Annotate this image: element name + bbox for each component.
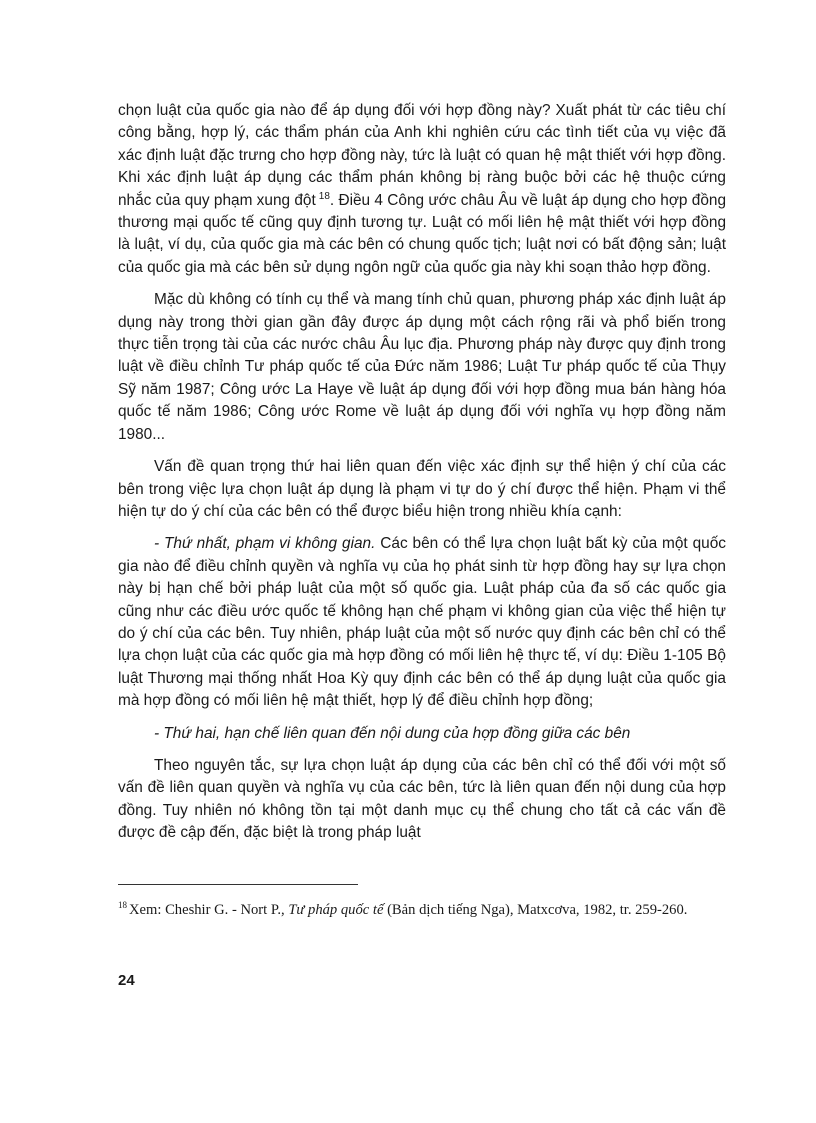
footnote-reference: 18 [318,190,330,202]
footnote [118,900,726,921]
paragraph-4-lead: - Thứ nhất, phạm vi không gian. [154,535,376,553]
body-text [118,100,726,855]
paragraph-4 [118,533,726,712]
paragraph-5 [118,723,726,745]
paragraph-4-text: Các bên có thể lựa chọn luật bất kỳ của một quốc gia nào để điều chỉnh quyền và nghĩa vụ của họ phát sinh từ hợp đồng hay sự lựa chọn này bị hạn chế bởi pháp luật của một số quốc gia. Luật pháp của đa số các quốc gia cũng như các điều ước quốc tế không hạn chế phạm vi không gian của việc thể hiện tự do ý chí của các bên. Tuy nhiên, pháp luật của một số nước quy định các bên chỉ có thể lựa chọn luật của các quốc gia mà hợp đồng có mối liên hệ thực tế, ví dụ: Điều 1-105 Bộ luật Thương mại thống nhất Hoa Kỳ quy định các bên có thể áp dụng luật của quốc gia mà hợp đồng có mối liên hệ mật thiết, hợp lý để điều chỉnh hợp đồng; [118,535,726,710]
paragraph-3: Vấn đề quan trọng thứ hai liên quan đến việc xác định sự thể hiện ý chí của các bên trong việc lựa chọn luật áp dụng là phạm vi tự do ý chí được thể hiện. Phạm vi thể hiện tự do ý chí của các bên có thể được biểu hiện trong nhiều khía cạnh: [118,458,726,520]
footnote-suffix: (Bản dịch tiếng Nga), Matxcơva, 1982, tr. 259-260. [383,902,688,918]
paragraph-1-text: chọn luật của quốc gia nào để áp dụng đối với hợp đồng này? Xuất phát từ các tiêu chí công bằng, hợp lý, các thẩm phán của Anh khi nghiên cứu các tình tiết của vụ việc đã xác định luật đặc trưng cho hợp đồng này, tức là luật có quan hệ mật thiết với hợp đồng. Khi xác định luật áp dụng các thẩm phán không bị ràng buộc bởi các hệ thuộc cứng nhắc của quy phạm xung đột [118,102,726,209]
page-number: 24 [118,972,135,989]
paragraph-5-lead: - Thứ hai, hạn chế liên quan đến nội dung của hợp đồng giữa các bên [154,724,631,742]
footnote-mark: 18 [118,900,127,911]
paragraph-1-tail: . Điều 4 Công ước châu Âu về luật áp dụng cho hợp đồng thương mại quốc tế cũng quy định tương tự. Luật có mối liên hệ mật thiết với hợp đồng là luật, ví dụ, của quốc gia mà các bên có chung quốc tịch; luật nơi có bất động sản; luật của quốc gia mà các bên sử dụng ngôn ngữ của quốc gia này khi soạn thảo hợp đồng. [118,191,727,276]
paragraph-2: Mặc dù không có tính cụ thể và mang tính chủ quan, phương pháp xác định luật áp dụng này trong thời gian gần đây được áp dụng một cách rộng rãi và phổ biến trong thực tiễn trọng tài của các nước châu Âu lục địa. Phương pháp này được quy định trong luật về điều chỉnh Tư pháp quốc tế của Đức năm 1986; Luật Tư pháp quốc tế của Thụy Sỹ năm 1987; Công ước La Haye về luật áp dụng đối với hợp đồng mua bán hàng hóa quốc tế năm 1986; Công ước Rome về luật áp dụng đối với nghĩa vụ hợp đồng năm 1980... [118,291,726,443]
footnote-title: Tư pháp quốc tế [288,902,384,918]
paragraph-1 [118,100,726,279]
paragraph-6: Theo nguyên tắc, sự lựa chọn luật áp dụng của các bên chỉ có thể đối với một số vấn đề liên quan quyền và nghĩa vụ của các bên, tức là liên quan đến nội dung của hợp đồng. Tuy nhiên nó không tồn tại một danh mục cụ thể chung cho tất cả các vấn đề được đề cập đến, đặc biệt là trong pháp luật [118,756,726,842]
footnote-prefix: Xem: Cheshir G. - Nort P., [129,902,289,918]
footnote-divider [118,884,358,885]
